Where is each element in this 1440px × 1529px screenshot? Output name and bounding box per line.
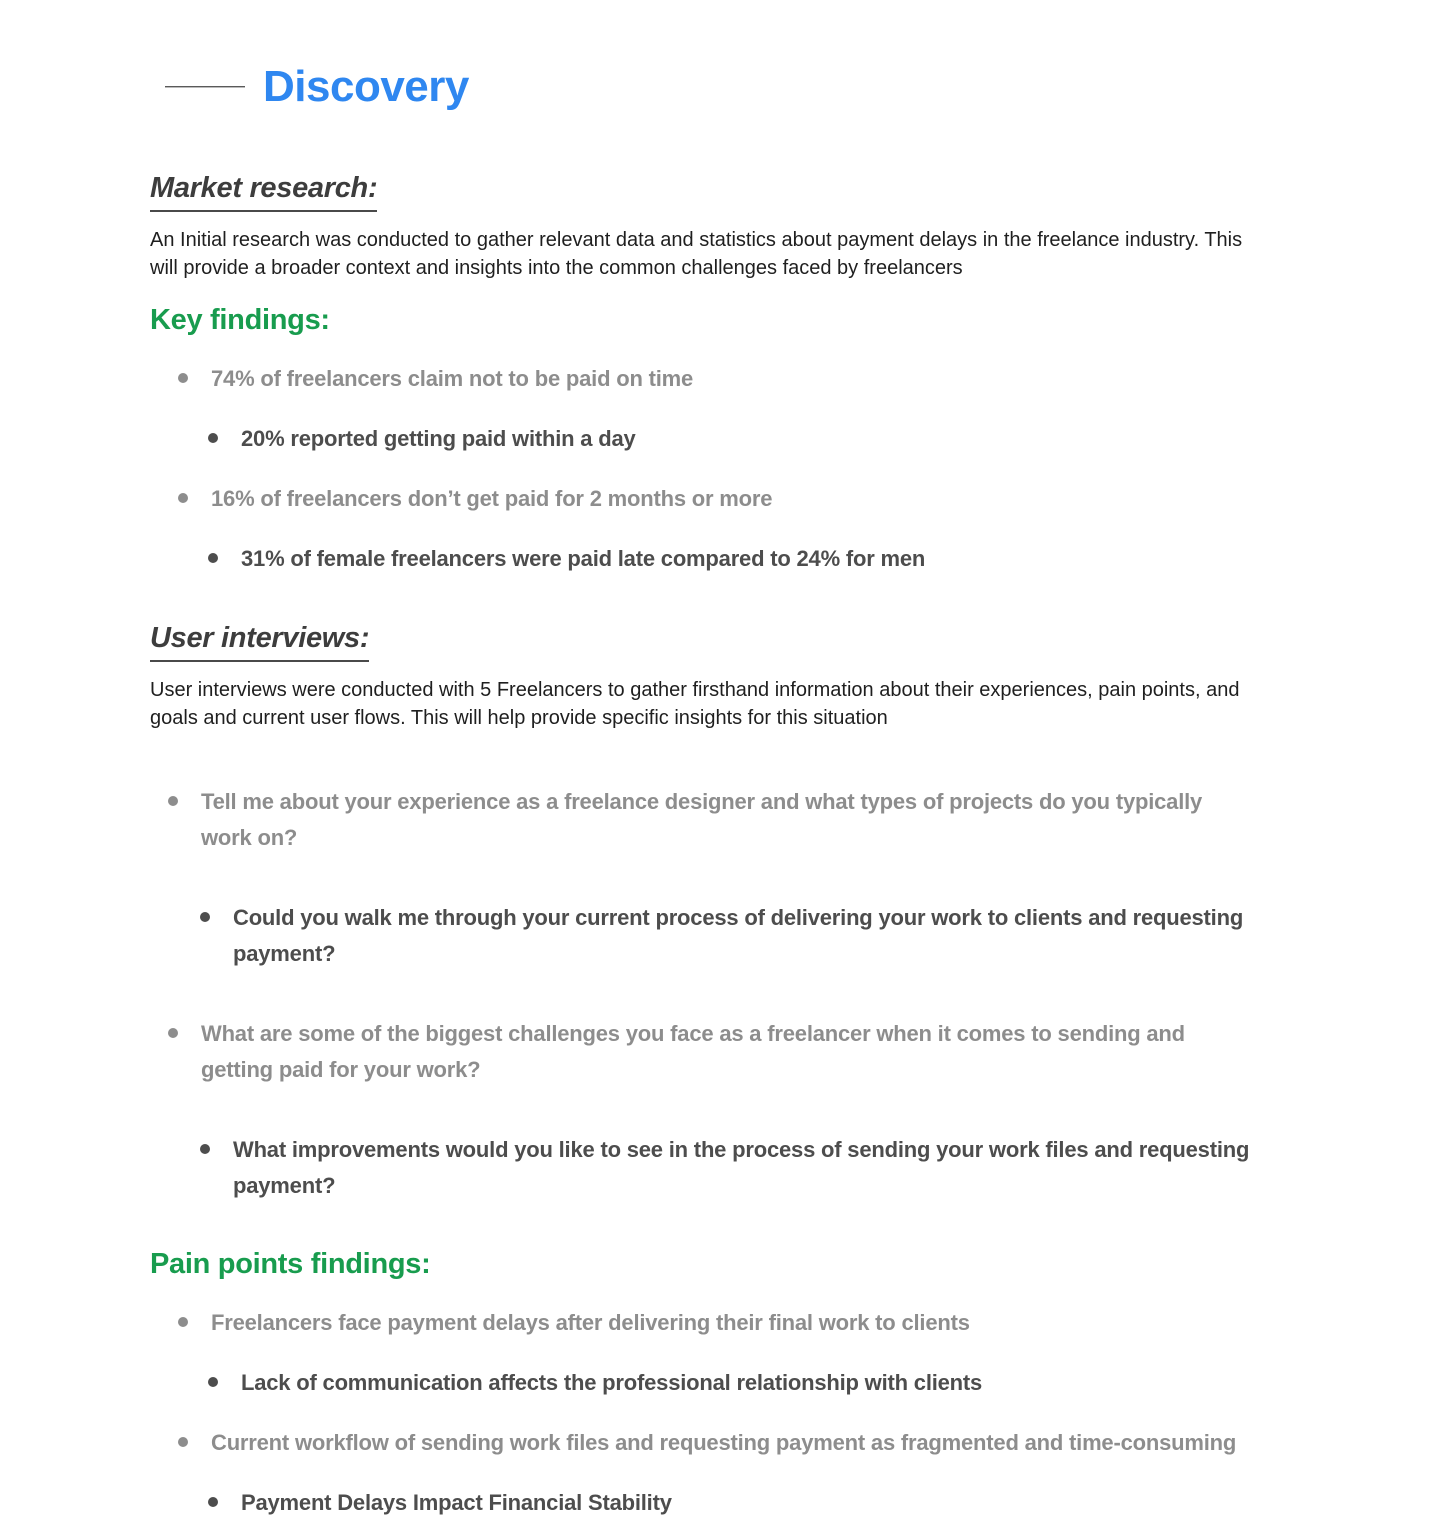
title-rule [165,86,245,88]
list-item [200,900,1275,972]
list-item-text: 31% of female freelancers were paid late compared to 24% for men [241,546,926,571]
user-interviews-heading: User interviews: [150,622,369,662]
list-item-text: What improvements would you like to see in the process of sending your work files and requesting payment? [233,1137,1250,1198]
list-item-text: 16% of freelancers don’t get paid for 2 months or more [211,486,773,511]
list-item [168,1016,1253,1088]
list-item [178,363,1263,394]
list-item [178,1427,1263,1458]
list-item-text: What are some of the biggest challenges you face as a freelancer when it comes to sending and getting paid for your work? [201,1021,1185,1082]
list-item [208,1367,1283,1398]
user-interviews-body: User interviews were conducted with 5 Freelancers to gather firsthand information about their experiences, pain points, and goals and current user flows. This will help provide specific insights for this situation [150,679,1240,729]
list-item [208,1487,1283,1518]
list-item-text: 20% reported getting paid within a day [241,426,636,451]
list-item-text: Tell me about your experience as a freelance designer and what types of projects do you typically work on? [201,789,1203,850]
section-market-research [150,172,1290,282]
list-item-text: Lack of communication affects the professional relationship with clients [241,1370,983,1395]
market-research-body: An Initial research was conducted to gather relevant data and statistics about payment delays in the freelance industry. This will provide a broader context and insights into the common challenges faced by freelancers [150,229,1243,279]
section-user-interviews [150,622,1290,1204]
market-research-heading: Market research: [150,172,377,212]
key-findings-list [150,363,1290,574]
pain-points-list [150,1307,1290,1518]
list-item-text: Freelancers face payment delays after delivering their final work to clients [211,1310,970,1335]
list-item [178,483,1263,514]
list-item [200,1132,1275,1204]
page-title: Discovery [263,62,469,111]
list-item [208,543,1283,574]
section-key-findings [150,304,1290,574]
list-item-text: Could you walk me through your current process of delivering your work to clients and requesting payment? [233,905,1244,966]
interview-questions-list [150,784,1290,1204]
section-pain-points [150,1248,1290,1518]
list-item [168,784,1253,856]
list-item-text: Current workflow of sending work files and requesting payment as fragmented and time-consuming [211,1430,1237,1455]
key-findings-heading: Key findings: [150,304,330,336]
list-item [178,1307,1263,1338]
page-header [165,62,1290,112]
list-item-text: Payment Delays Impact Financial Stability [241,1490,672,1515]
pain-points-heading: Pain points findings: [150,1248,431,1280]
list-item [208,423,1283,454]
list-item-text: 74% of freelancers claim not to be paid on time [211,366,694,391]
